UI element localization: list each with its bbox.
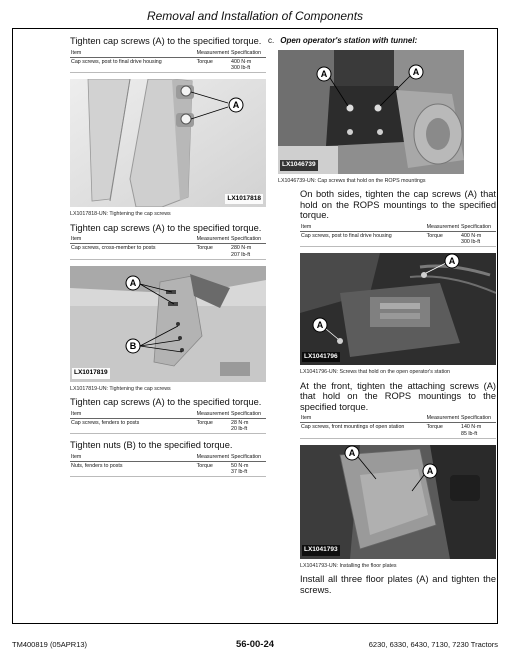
cell-measurement: Torque [196,244,230,259]
photo-caption: LX1046739-UN: Cap screws that hold on the ROPS mountings [278,177,426,184]
svg-text:A: A [448,256,456,267]
photo-lx1017818 [70,79,266,207]
instruction-step-7: Install all three floor plates (A) and tighten the screws. [300,574,496,595]
table-row [70,57,266,72]
svg-text:A: A [232,100,240,111]
page-header [0,6,510,30]
table-row [70,462,266,477]
photo-id-label: LX1041796 [302,352,340,363]
col-header-measurement: Measurement [196,453,229,460]
col-header-specification: Specification [230,453,266,462]
cell-measurement: Torque [196,57,230,72]
svg-text:A: A [426,465,434,476]
instruction-step-3: Tighten cap screws (A) to the specified torque. [70,397,262,408]
manual-id: TM400819 (05APR13) [12,640,88,649]
col-header-measurement: Measurement [426,223,459,230]
cell-measurement: Torque [196,462,230,477]
cell-specification: 50 N·m 37 lb-ft [230,462,266,477]
col-header-item: Item [300,223,426,232]
photo-crossmember-image [70,266,266,382]
spec-table-3 [70,410,266,435]
photo-caption: LX1041796-UN: Screws that hold on the open operator's station [300,369,451,376]
frame-left-rule [12,28,13,624]
right-column [268,36,496,597]
photo-lx1041793 [300,445,496,559]
substep-heading: c. Open operator's station with tunnel: [268,36,418,45]
spec-table-6 [300,414,496,439]
photo-floor-plates-image [300,445,496,559]
cell-item: Cap screws, front mountings of open station [300,423,426,438]
cell-specification: 28 N·m 20 lb-ft [230,418,266,433]
col-header-measurement: Measurement [196,49,229,56]
table-row [300,231,496,246]
col-header-item: Item [70,453,196,462]
photo-lx1017819 [70,266,266,382]
cell-item: Cap screws, post to final drive housing [300,231,426,246]
page-number: 56-00-24 [235,639,275,650]
svg-text:A: A [129,277,137,288]
instruction-step-6: At the front, tighten the attaching screws (A) that hold on the ROPS mountings to the specified torque. [300,380,496,412]
cell-specification: 280 N·m 207 lb-ft [230,244,266,259]
col-header-specification: Specification [460,414,496,423]
step-6-block [300,381,496,439]
photo-rops-mounting-image [278,50,464,174]
photo-lx1041796 [300,253,496,365]
cell-specification: 400 N·m 300 lb-ft [230,57,266,72]
col-header-item: Item [70,235,196,244]
svg-text:A: A [412,66,420,77]
col-header-specification: Specification [230,410,266,419]
svg-text:A: A [316,320,324,331]
spec-table-4 [70,453,266,478]
model-list: 6230, 6330, 6430, 7130, 7230 Tractors [368,640,498,649]
photo-id-label: LX1041793 [302,545,340,556]
photo-open-station-image [300,253,496,365]
instruction-step-5: On both sides, tighten the cap screws (A) that hold on the ROPS mountings to the specified torque. [300,189,496,220]
spec-table-5 [300,223,496,248]
col-header-measurement: Measurement [196,410,229,417]
photo-id-label: LX1017818 [225,194,263,205]
instruction-step-4: Tighten nuts (B) to the specified torque. [70,440,233,451]
spec-table-1 [70,49,266,74]
col-header-item: Item [300,414,426,423]
section-title: Removal and Installation of Components [146,9,364,23]
col-header-item: Item [70,410,196,419]
col-header-item: Item [70,49,196,58]
photo-caption: LX1041793-UN: Installing the floor plates [300,562,397,569]
frame-right-rule [497,28,498,624]
table-row [70,418,266,433]
col-header-measurement: Measurement [426,415,459,422]
cell-measurement: Torque [426,423,460,438]
cell-measurement: Torque [196,418,230,433]
cell-specification: 140 N·m 85 lb-ft [460,423,496,438]
table-row [300,423,496,438]
photo-post-image [70,79,266,207]
cell-measurement: Torque [426,231,460,246]
cell-item: Cap screws, post to final drive housing [70,57,196,72]
col-header-specification: Specification [230,49,266,58]
photo-caption: LX1017819-UN: Tightening the cap screws [70,385,171,392]
cell-specification: 400 N·m 300 lb-ft [460,231,496,246]
cell-item: Cap screws, fenders to posts [70,418,196,433]
svg-text:A: A [348,447,356,458]
svg-text:B: B [129,340,137,351]
photo-caption: LX1017818-UN: Tightening the cap screws [70,211,171,218]
cell-item: Cap screws, cross-member to posts [70,244,196,259]
instruction-step-2: Tighten cap screws (A) to the specified torque. [70,222,262,233]
col-header-measurement: Measurement [196,236,229,243]
col-header-specification: Specification [460,223,496,232]
photo-lx1046739 [278,50,464,174]
spec-table-2 [70,235,266,260]
table-row [70,244,266,259]
step-5-block [300,189,496,247]
left-column [70,36,266,483]
cell-item: Nuts, fenders to posts [70,462,196,477]
frame-bottom-rule [12,623,498,624]
col-header-specification: Specification [230,235,266,244]
photo-id-label: LX1017819 [72,368,110,379]
instruction-step-1: Tighten cap screws (A) to the specified torque. [70,36,262,46]
photo-id-label: LX1046739 [280,160,318,171]
svg-text:A: A [320,68,328,79]
step-7-block [300,574,496,595]
